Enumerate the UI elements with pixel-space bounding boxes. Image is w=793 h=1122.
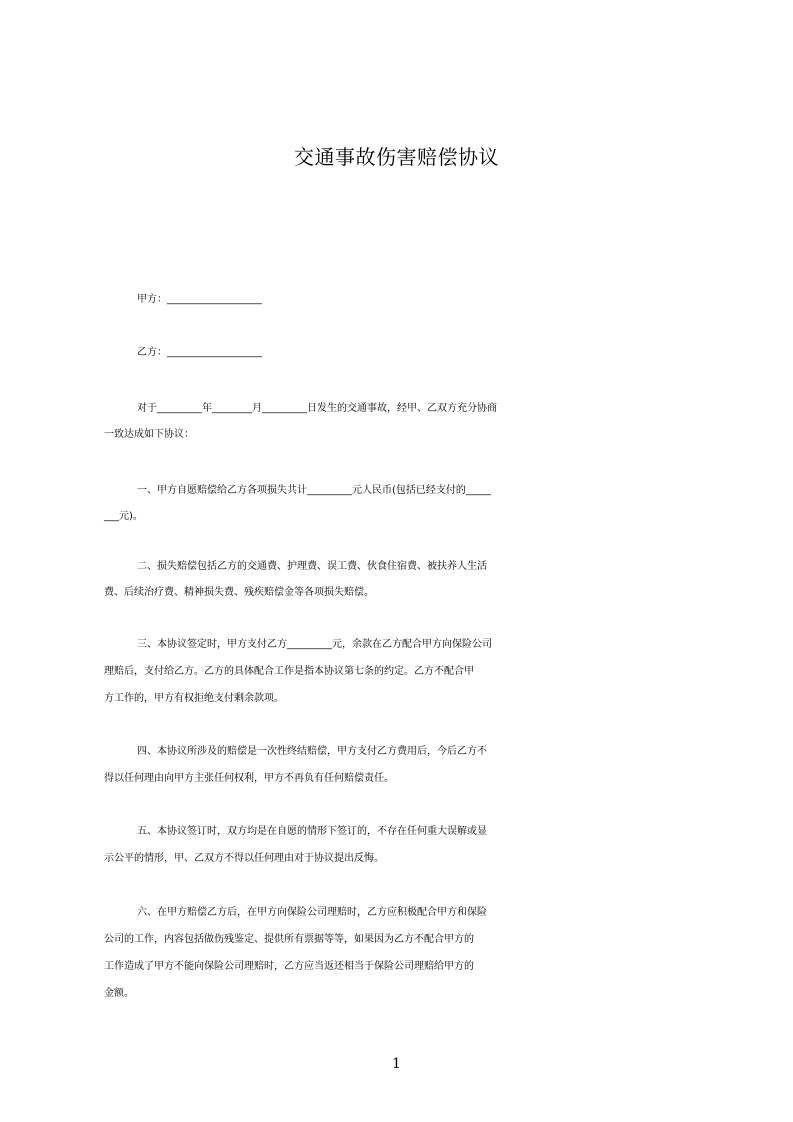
clause-3-line-3: 方工作的，甲方有权拒绝支付剩余款项。 (104, 693, 284, 704)
clause-5-line-2: 示公平的情形，甲、乙双方不得以任何理由对于协议提出反悔。 (104, 853, 384, 864)
clause-4-line-1: 四、本协议所涉及的赔偿是一次性终结赔偿，甲方支付乙方费用后，今后乙方不 (137, 746, 487, 757)
document-title: 交通事故伤害赔偿协议 (294, 145, 499, 169)
clause-6-line-3: 工作造成了甲方不能向保险公司理赔时，乙方应当返还相当于保险公司理赔给甲方的 (104, 961, 474, 972)
party-a-line: 甲方：___________________ (137, 294, 262, 305)
clause-3-line-1: 三、本协议签定时，甲方支付乙方_________元，余款在乙方配合甲方向保险公司 (137, 639, 492, 650)
paragraph-intro-line-2: 一致达成如下协议： (104, 429, 194, 440)
clause-1-line-2: ___元)。 (104, 511, 143, 522)
clause-4-line-2: 得以任何理由向甲方主张任何权利，甲方不再负有任何赔偿责任。 (104, 773, 394, 784)
clause-6-line-1: 六、在甲方赔偿乙方后，在甲方向保险公司理赔时，乙方应积极配合甲方和保险 (137, 907, 487, 918)
clause-5-line-1: 五、本协议签订时，双方均是在自愿的情形下签订的，不存在任何重大误解或显 (137, 826, 487, 837)
clause-1-line-1: 一、甲方自愿赔偿给乙方各项损失共计_________元人民币(包括已经支付的_____ (137, 485, 491, 496)
paragraph-intro-line-1: 对于_________年________月_________日发生的交通事故，经甲、乙双方充分协商 (137, 403, 497, 414)
page-number: 1 (392, 1056, 401, 1072)
party-b-line: 乙方：___________________ (137, 347, 262, 358)
clause-2-line-1: 二、损失赔偿包括乙方的交通费、护理费、误工费、伙食住宿费、被扶养人生活 (137, 561, 487, 572)
clause-3-line-2: 理赔后，支付给乙方。乙方的具体配合工作是指本协议第七条的约定。乙方不配合甲 (104, 666, 474, 677)
clause-6-line-2: 公司的工作，内容包括做伤残鉴定、提供所有票据等等，如果因为乙方不配合甲方的 (104, 934, 474, 945)
clause-2-line-2: 费、后续治疗费、精神损失费、残疾赔偿金等各项损失赔偿。 (104, 587, 374, 598)
clause-6-line-4: 金额。 (104, 988, 134, 999)
